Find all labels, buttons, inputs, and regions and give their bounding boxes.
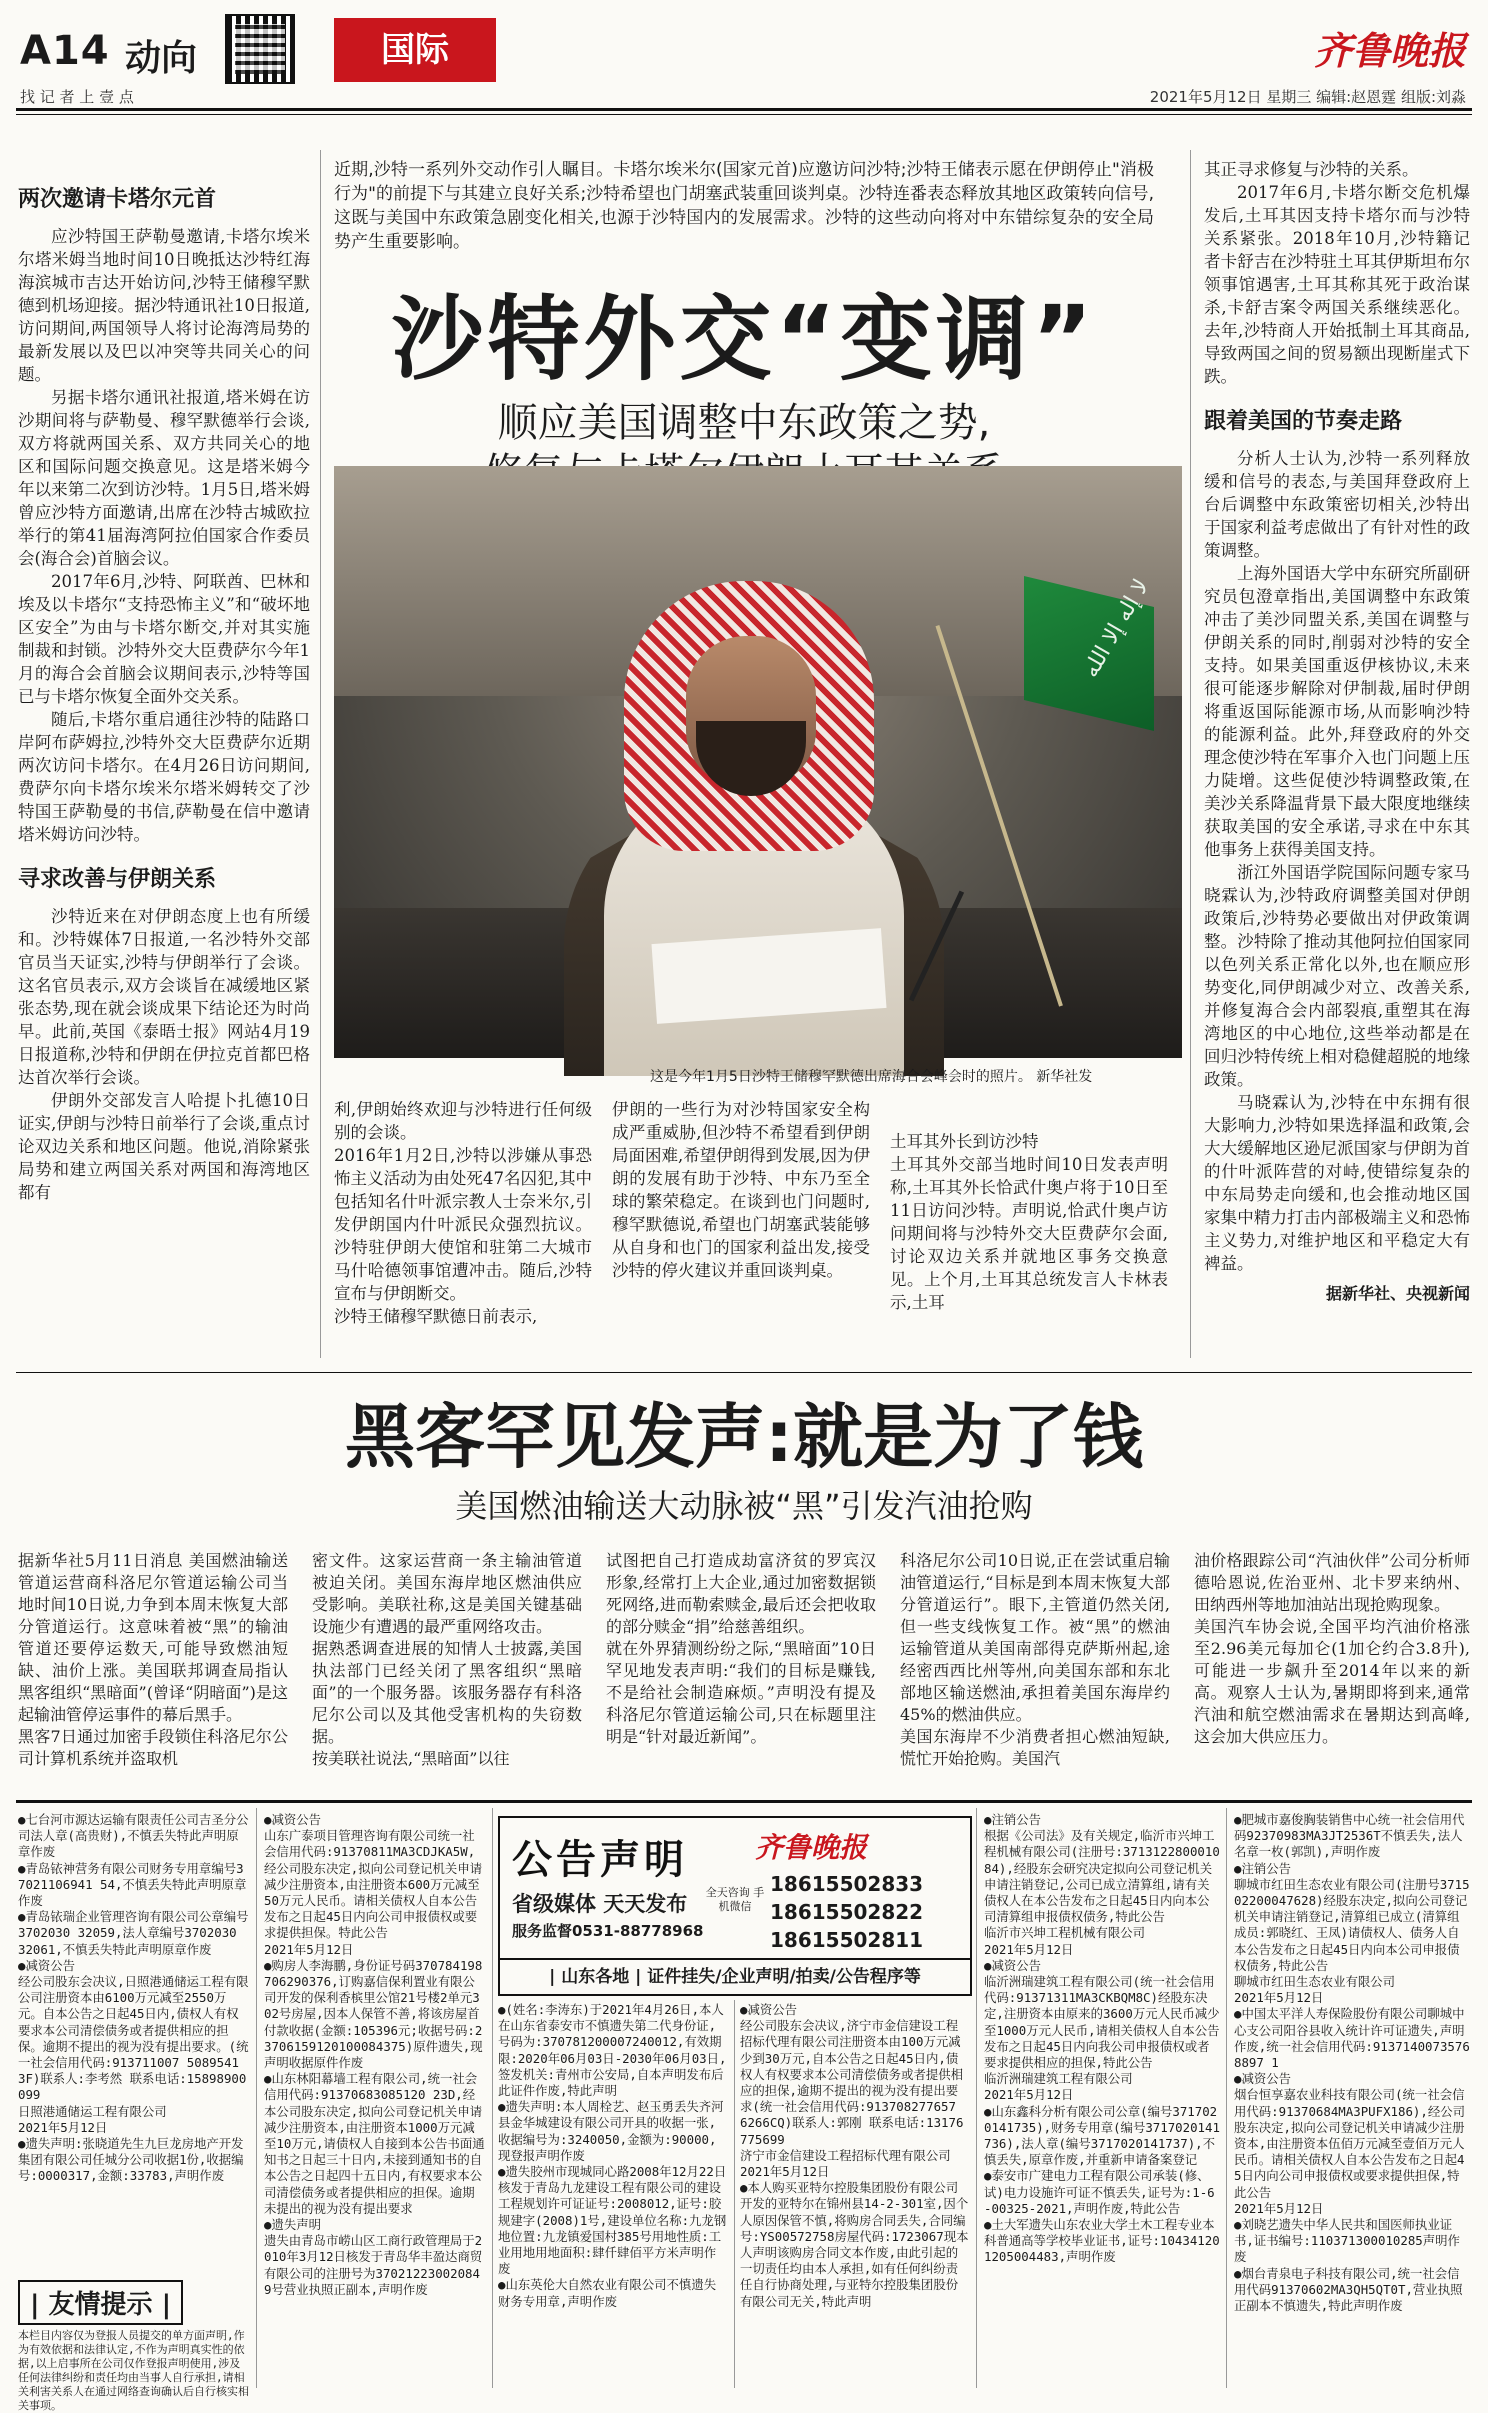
ad-box-categories: | 山东各地 | 证件挂失/企业声明/拍卖/公告程序等 (500, 1958, 970, 1994)
phone-number[interactable]: 18615502811 (770, 1928, 924, 1952)
column-right (1204, 158, 1470, 1304)
ads-col-1: ●七台河市源达运输有限责任公司吉圣分公司法人章(高贵财),不慎丢失特此声明原章作废 ●青岛铱神营务有限公司财务专用章编号37021106941 54,不慎丢失特此声明原章作废 ●青岛铱瑞企业管理咨询有限公司公章编号3702030 32059,法人章编号3702030 32061,不慎丢失特此声明原章作废 ●减资公告 经公司股东会决议,日照港通储运工程有限公司注册资本由6100万元减至2550万元。自本公告之日起45日内,债权人有权要求本公司清偿债务或者提供相应的担保。逾期不提出的视为没有提出要求。(统一社会信用代码:913711007 5089541 3F)联系人:李考然 联系电话:15898900099 日照港通储运工程有限公司 2021年5月12日 ●遗失声明:张晓道先生九巨龙房地产开发集团有限公司任城分公司收据1份,收据编号:0000317,金额:33783,声明作废 (18, 1812, 249, 2184)
hacker-headline: 黑客罕见发声:就是为了钱 (345, 1396, 1143, 1478)
column-divider (734, 2000, 735, 2388)
paper-logo: 齐鲁晚报 (1313, 28, 1466, 73)
paragraph: 伊朗外交部发言人哈提卜扎德10日证实,伊朗与沙特日前举行了会谈,重点讨论双边关系和地区问题。他说,消除紧张局势和建立两国关系对两国和海湾地区都有 (18, 1091, 310, 1202)
ad-box-title: 公告声明 (512, 1837, 688, 1883)
column-left (18, 182, 310, 1204)
article-body-2 (18, 905, 310, 1204)
story-divider (16, 1372, 1472, 1373)
hacker-col-5: 油价格跟踪公司“汽油伙伴”公司分析师德哈恩说,佐治亚州、北卡罗来纳州、田纳西州等地加油站出现抢购现象。 美国汽车协会说,全国平均汽油价格涨至2.96美元每加仑(1加仑约合3.8升),可能进一步飙升至2014年以来的新高。观察人士认为,暑期即将到来,通常汽油和航空燃油需求在暑期达到高峰,这会加大供应压力。 (1194, 1551, 1470, 1746)
column-divider (1190, 150, 1191, 1358)
notice-text: 本栏目内容仅为登报人员提交的单方面声明,作为有效依据和法律认定,不作为声明真实性的依据,以上启事所在公司仅作登报声明使用,涉及任何法律纠纷和责任均由当事人自行承担,请相关利害关系人在通过网络查询确认后自行核实相关事项。 (18, 2329, 249, 2412)
ad-service-box (498, 1816, 972, 1996)
qr-code-icon[interactable] (225, 14, 295, 84)
article-credit: 据新华社、央视新闻 (1325, 1284, 1470, 1303)
ad-box-phones (770, 1870, 923, 1954)
ad-box-logo: 齐鲁晚报 (755, 1831, 868, 1864)
paragraph: 沙特近来在对伊朗态度上也有所缓和。沙特媒体7日报道,一名沙特外交部官员当天证实,沙特与伊朗举行了会谈。这名官员表示,双方会谈旨在减缓地区紧张态势,现在就会谈成果下结论还为时尚早。此前,英国《泰晤士报》网站4月19日报道称,沙特和伊朗在伊拉克首都巴格达首次举行会谈。 (18, 907, 310, 1087)
lead-paragraph: 近期,沙特一系列外交动作引人瞩目。卡塔尔埃米尔(国家元首)应邀访问沙特;沙特王储表示愿在伊朗停止"消极行为"的前提下与其建立良好关系;沙特希望也门胡塞武装重回谈判桌。沙特连番表态释放其地区政策转向信号,这既与美国中东政策急剧变化相关,也源于沙特国内的发展需求。沙特的这些动向将对中东错综复杂的安全局势产生重要影响。 (334, 160, 1154, 252)
ad-box-side-label: 全天咨询 手机微信 (705, 1886, 765, 1913)
subhead-iran: 寻求改善与伊朗关系 (18, 867, 217, 892)
column-divider (492, 1808, 493, 2388)
paragraph: 2017年6月,沙特、阿联酋、巴林和埃及以卡塔尔“支持恐怖主义”和“破坏地区安全”为由与卡塔尔断交,并对其实施制裁和封锁。沙特外交大臣费萨尔今年1月的海合会首脑会议期间表示,沙特等国已与卡塔尔恢复全面外交关系。 (18, 572, 310, 706)
news-photo: لا إله إلا الله (334, 466, 1182, 1058)
column-divider (256, 1808, 257, 2388)
main-headline: 沙特外交“变调” (391, 286, 1097, 393)
column-divider (976, 1808, 977, 2388)
hacker-deck: 美国燃油输送大动脉被“黑”引发汽油抢购 (455, 1487, 1033, 1525)
photo-caption: 这是今年1月5日沙特王储穆罕默德出席海合会峰会时的照片。 新华社发 (650, 1069, 1093, 1085)
column-divider (320, 150, 321, 1358)
article-body-3 (1204, 158, 1470, 388)
ads-divider (16, 1800, 1472, 1803)
paragraph: 上海外国语大学中东研究所副研究员包澄章指出,美国调整中东政策冲击了美沙同盟关系,美国在调整与伊朗关系的同时,削弱对沙特的安全支持。如果美国重返伊核协议,未来很可能逐步解除对伊制裁,届时伊朗将重返国际能源市场,从而影响沙特的能源利益。此外,拜登政府的外交理念使沙特在军事介入也门问题上压力陡增。这些促使沙特调整政策,在美沙关系降温背景下最大限度地继续获取美国的安全承诺,寻求在中东其他事务上获得美国支持。 (1204, 564, 1470, 859)
hacker-col-1: 据新华社5月11日消息 美国燃油输送管道运营商科洛尼尔管道运输公司当地时间10日说,力争到本周末恢复大部分管道运行。这意味着被“黑”的输油管道还要停运数天,可能导致燃油短缺、油价上涨。美国联邦调查局指认黑客组织“黑暗面”(曾译“阴暗面”)是这起输油管停运事件的幕后黑手。 黑客7日通过加密手段锁住科洛尼尔公司计算机系统并盗取机 (18, 1551, 288, 1768)
ad-box-hotline: 服务监督0531-88778968 (512, 1922, 704, 1940)
section-tag-international: 国际 (334, 18, 496, 82)
article-col-mid-2: 伊朗的一些行为对沙特国家安全构成严重威胁,但沙特不希望看到伊朗局面困难,希望伊朗得到发展,因为伊朗的发展有助于沙特、中东乃至全球的繁荣稳定。在谈到也门问题时,穆罕默德说,希望也门胡塞武装能够从自身和也门的国家利益出发,接受沙特的停火建议并重回谈判桌。 (612, 1100, 870, 1280)
paragraph: 其正寻求修复与沙特的关系。 (1204, 160, 1419, 179)
article-col-mid-3: 土耳其外长到访沙特 土耳其外交部当地时间10日发表声明称,土耳其外长恰武什奥卢将于10日至11日访问沙特。声明说,恰武什奥卢访问期间将与沙特外交大臣费萨尔会面,讨论双边关系并就地区事务交换意见。上个月,土耳其总统发言人卡林表示,土耳 (890, 1132, 1168, 1312)
masthead-divider-thin (16, 114, 1472, 115)
paragraph: 应沙特国王萨勒曼邀请,卡塔尔埃米尔塔米姆当地时间10日晚抵达沙特红海海滨城市吉达开始访问,沙特王储穆罕默德到机场迎接。据沙特通讯社10日报道,访问期间,两国领导人将讨论海湾局势的最新发展以及巴以冲突等共同关心的问题。 (18, 227, 310, 384)
column-divider (1226, 1808, 1227, 2388)
paragraph: 2017年6月,卡塔尔断交危机爆发后,土耳其因支持卡塔尔而与沙特关系紧张。2018年10月,沙特籍记者卡舒吉在沙特驻土耳其伊斯坦布尔领事馆遇害,土耳其称其死于政治谋杀,卡舒吉案令两国关系继续恶化。去年,沙特商人开始抵制土耳其商品,导致两国之间的贸易额出现断崖式下跌。 (1204, 183, 1470, 386)
masthead-divider (16, 108, 1472, 111)
paragraph: 随后,卡塔尔重启通往沙特的陆路口岸阿布萨姆拉,沙特外交大臣费萨尔近期两次访问卡塔尔。在4月26日访问期间,费萨尔向卡塔尔埃米尔塔米姆转交了沙特国王萨勒曼的书信,萨勒曼在信中邀请塔米姆访问沙特。 (18, 710, 310, 844)
ads-col-2: ●减资公告 山东广泰项目管理咨询有限公司统一社会信用代码:91370811MA3CDJKA5W,经公司股东决定,拟向公司登记机关申请减少注册资本,由注册资本600万元减至50万元人民币。请相关债权人自本公告发布之日起45日内向公司申报债权或要求提供担保。特此公告 2021年5月12日 ●购房人李海鹏,身份证号码370784198706290376,订购嘉信保利置业有限公司开发的保利香槟里公馆21号楼2单元302号房屋,因本人保管不善,将该房屋首付款收据(金额:105396元;收据号码:23706159120100084375)原件遗失,现声明收据原件作废 ●山东林阳幕墙工程有限公司,统一社会信用代码:91370683085120 23D,经本公司股东决定,拟向公司登记机关申请减少注册资本,由注册资本1000万元减至10万元,请债权人自接到本公告书面通知书之日起三十日内,未接到通知书的自本公告之日起四十五日内,有权要求本公司清偿债务或者提供相应的担保。逾期未提出的视为没有提出要求 ●遗失声明 遗失由青岛市崂山区工商行政管理局于2010年3月12日核发于青岛华丰盈达商贸有限公司的注册号为370212230020849号营业执照正副本,声明作废 (264, 1812, 485, 2297)
date-line: 2021年5月12日 星期三 编辑:赵恩霆 组版:刘淼 (1149, 88, 1466, 106)
subhead-qatar: 两次邀请卡塔尔元首 (18, 187, 217, 212)
ads-col-3: ●(姓名:李涛东)于2021年4月26日,本人在山东省泰安市不慎遗失第二代身份证,号码为:370781200007240012,有效期限:2020年06月03日-2030年06月03日,签发机关:青州市公安局,自本声明发布后此证件作废,特此声明 ●遗失声明:本人周栓艺、赵玉勇丢失齐河县金华城建设有限公司开具的收据一张,收据编号为:3240050,金额为:90000,现登报声明作废 ●遗失胶州市现城同心路2008年12月22日核发于青岛九龙建设工程有限公司的建设工程规划许可证证号:2008012,证号:胶规建字(2008)1号,建设单位名称:九龙钢地位置:九龙镇爱国村385号用地性质:工业用地用地面积:肆仟肆佰平方米声明作废 ●山东英伦大自然农业有限公司不慎遗失财务专用章,声明作废 (498, 2002, 727, 2309)
phone-number[interactable]: 18615502822 (770, 1900, 924, 1924)
ad-box-slogan: 省级媒体 天天发布 (512, 1892, 688, 1916)
ads-col-6: ●肥城市嘉俊胸装销售中心统一社会信用代码92370983MA3JT2536T不慎丢失,法人名章一枚(郭凯),声明作废 ●注销公告 聊城市红田生态农业有限公司(注册号371502200047628)经股东决定,拟向公司登记机关申请注销登记,清算组已成立(清算组成员:郭晓红、王凤)请债权人、债务人自本公告发布之日起45日内向本公司申报债权债务,特此公告 聊城市红田生态农业有限公司 2021年5月12日 ●中国太平洋人寿保险股份有限公司聊城中心支公司阳谷县收入统计许可证遗失,声明作废,统一社会信用代码:91371400735768897 1 ●减资公告 烟台恒享嘉农业科技有限公司(统一社会信用代码:91370684MA3PUFX186),经公司股东决定,拟向公司登记机关申请减少注册资本,由注册资本伍佰万元减至壹佰万元人民币。请相关债权人自本公告发布之日起45日内向公司申报债权或要求提供担保,特此公告 2021年5月12日 ●刘晓艺遗失中华人民共和国医师执业证书,证书编号:110371300010285声明作废 ●烟台青泉电子科技有限公司,统一社会信用代码91370602MA3QH5QT0T,营业执照正副本不慎遗失,特此声明作废 (1234, 1812, 1470, 2314)
article-col-mid-1: 利,伊朗始终欢迎与沙特进行任何级别的会谈。 2016年1月2日,沙特以涉嫌从事恐怖主义活动为由处死47名囚犯,其中包括知名什叶派宗教人士奈米尔,引发伊朗国内什叶派民众强烈抗议。沙特驻伊朗大使馆和驻第二大城市马什哈德领事馆遭冲击。随后,沙特宣布与伊朗断交。 沙特王储穆罕默德日前表示, (334, 1100, 592, 1326)
hacker-col-3: 试图把自己打造成劫富济贫的罗宾汉形象,经常打上大企业,通过加密数据锁死网络,进而勒索赎金,最后还会把收取的部分赎金“捐”给慈善组织。 就在外界猜测纷纷之际,“黑暗面”10日罕见地发表声明:“我们的目标是赚钱,不是给社会制造麻烦。”声明没有提及科洛尼尔管道运输公司,只在标题里注明是“针对最近新闻”。 (606, 1551, 876, 1746)
reporter-line: 找 记 者 上 壹 点 (20, 88, 134, 106)
paragraph: 另据卡塔尔通讯社报道,塔米姆在访沙期间将与萨勒曼、穆罕默德举行会谈,双方将就两国关系、双方共同关心的地区和国际问题交换意见。这是塔米姆今年以来第二次到访沙特。1月5日,塔米姆曾应沙特方面邀请,出席在沙特古城欧拉举行的第41届海湾阿拉伯国家合作委员会(海合会)首脑会议。 (18, 388, 310, 568)
hacker-col-4: 科洛尼尔公司10日说,正在尝试重启输油管道运行,“目标是到本周末恢复大部分管道运行”。眼下,主管道仍然关闭,但一些支线恢复工作。被“黑”的燃油运输管道从美国南部得克萨斯州起,途经密西西比州等州,向美国东部和东北部地区输送燃油,承担着美国东海岸约45%的燃油供应。 美国东海岸不少消费者担心燃油短缺,慌忙开始抢购。美国汽 (900, 1551, 1170, 1768)
notice-title: | 友情提示 | (18, 2280, 183, 2325)
page-number: A14 (20, 28, 110, 74)
deck-line-1: 顺应美国调整中东政策之势, (497, 400, 991, 446)
ads-col-5: ●注销公告 根据《公司法》及有关规定,临沂市兴坤工程机械有限公司(注册号:3713122800010 84),经股东会研究决定拟向公司登记机关申请注销登记,公司已成立清算组,请有关债权人在本公告发布之日起45日内向本公司清算组申报债权债务,特此公告 临沂市兴坤工程机械有限公司 2021年5月12日 ●减资公告 临沂洲瑞建筑工程有限公司(统一社会信用代码:91371311MA3CKBQM8C)经股东决定,注册资本由原来的3600万元人民币减少至1000万元人民币,请相关债权人自本公告发布之日起45日内向我公司申报债权或者要求提供相应的担保,特此公告 临沂洲瑞建筑工程有限公司 2021年5月12日 ●山东鑫科分析有限公司公章(编号3717020141735),财务专用章(编号3717020141736),法人章(编号3717020141737),不慎丢失,原章作废,并重新申请备案登记 ●泰安市广建电力工程有限公司承装(修、试)电力设施许可证不慎丢失,证号为:1-6-00325-2021,声明作废,特此公告 ●土大军遗失山东农业大学土木工程专业本科普通高等学校毕业证书,证号:104341201205004483,声明作废 (984, 1812, 1220, 2265)
section-name: 动向 (125, 38, 198, 79)
paragraph: 分析人士认为,沙特一系列释放缓和信号的表态,与美国拜登政府上台后调整中东政策密切相关,沙特出于国家利益考虑做出了有针对性的政策调整。 (1204, 449, 1470, 560)
ads-col-4: ●减资公告 经公司股东会决议,济宁市金信建设工程招标代理有限公司注册资本由100万元减少到30万元,自本公告之日起45日内,债权人有权要求本公司清偿债务或者提供相应的担保,逾期不提出的视为没有提出要求(统一社会信用代码:913708277657 6266CQ)联系人:郭刚 联系电话:13176775699 济宁市金信建设工程招标代理有限公司 2021年5月12日 ●本人购买亚特尔控股集团股份有限公司开发的亚特尔在锦州县14-2-301室,因个人原因保管不慎,将购房合同丢失,合同编号:YS00572758房屋代码:1723067现本人声明该购房合同文本作废,由此引起的一切责任均由本人承担,如有任何纠纷责任自行协商处理,与亚特尔控股集团股份有限公司无关,特此声明 (740, 2002, 969, 2309)
hacker-col-2: 密文件。这家运营商一条主输油管道被迫关闭。美国东海岸地区燃油供应受影响。美联社称,这是美国关键基础设施少有遭遇的最严重网络攻击。 据熟悉调查进展的知情人士披露,美国执法部门已经关闭了黑客组织“黑暗面”的一个服务器。该服务器存有科洛尼尔公司以及其他受害机构的失窃数据。 按美联社说法,“黑暗面”以往 (312, 1551, 582, 1768)
phone-number[interactable]: 18615502833 (770, 1872, 924, 1896)
article-body-1 (18, 225, 310, 846)
paragraph: 马晓霖认为,沙特在中东拥有很大影响力,沙特如果选择温和政策,会大大缓解地区逊尼派国家与伊朗为首的什叶派阵营的对峙,使错综复杂的中东局势走向缓和,也会推动地区国家集中精力打击内部极端主义和恐怖主义势力,对维护地区和平稳定大有裨益。 (1204, 1093, 1470, 1273)
notice-block (18, 2280, 250, 2412)
paragraph: 浙江外国语学院国际问题专家马晓霖认为,沙特政府调整美国对伊朗政策后,沙特势必要做出对伊政策调整。沙特除了推动其他阿拉伯国家同以色列关系正常化以外,也在顺应形势变化,同伊朗减少对立、改善关系,并修复海合会内部裂痕,重塑其在海湾地区的中心地位,这些举动都是在回归沙特传统上相对稳健超脱的地缘政策。 (1204, 863, 1470, 1089)
article-body-4 (1204, 447, 1470, 1275)
subhead-us-rhythm: 跟着美国的节奏走路 (1204, 409, 1403, 434)
